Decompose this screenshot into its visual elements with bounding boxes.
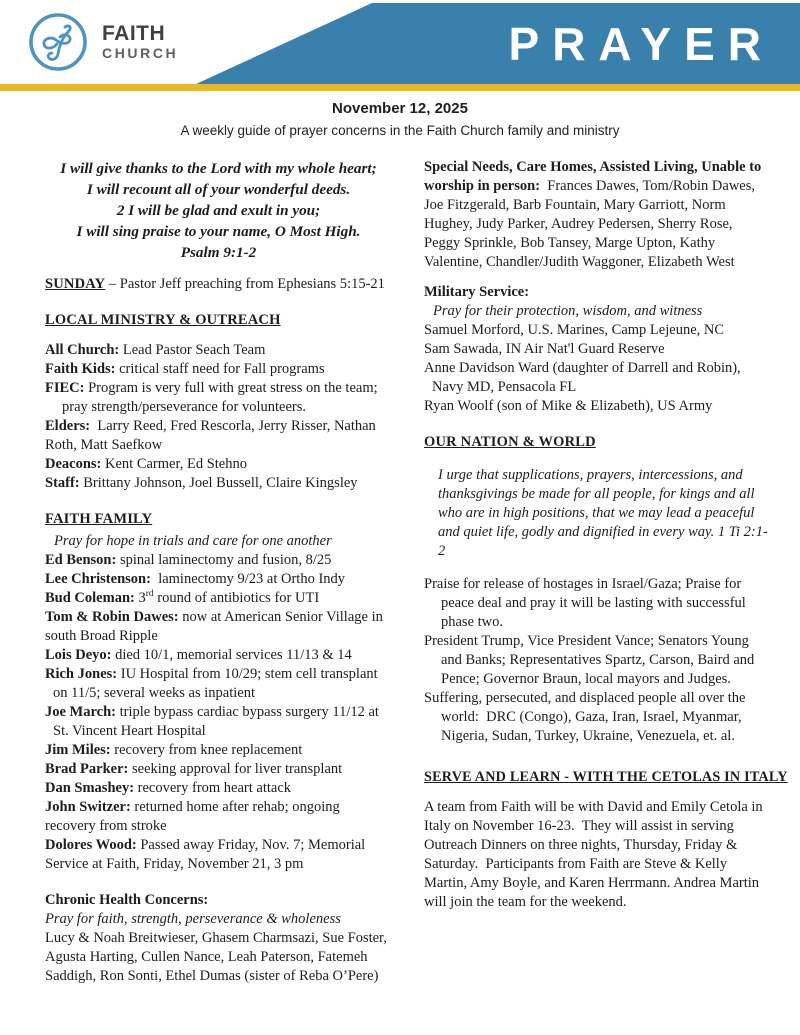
entry-label: Jim Miles:	[45, 742, 111, 758]
entry-text: round of antibiotics for UTI	[153, 590, 320, 606]
entry-text: recovery from heart attack	[134, 780, 292, 796]
faith-family-heading: FAITH FAMILY	[45, 511, 153, 527]
chronic-health-intro: Pray for faith, strength, perseverance & wholeness	[45, 911, 341, 927]
faith-wordmark	[102, 23, 178, 61]
entry-text: Brittany Johnson, Joel Bussell, Claire Kingsley	[79, 475, 358, 491]
entry-label: Lois Deyo:	[45, 647, 112, 663]
ministry-entry	[45, 455, 392, 474]
ministry-entry	[45, 474, 392, 493]
entry-text: recovery from knee replacement	[110, 742, 303, 758]
issue-subtitle: A weekly guide of prayer concerns in the Faith Church family and ministry	[180, 123, 620, 138]
wordmark-faith: FAITH	[102, 22, 166, 45]
nation-world-heading: OUR NATION & WORLD	[424, 434, 596, 450]
military-entry: Anne Davidson Ward (daughter of Darrell and Robin), Navy MD, Pensacola FL	[424, 360, 745, 395]
faith-family-entry	[45, 760, 392, 779]
column-left	[45, 158, 392, 986]
sunday-text: – Pastor Jeff preaching from Ephesians 5:15-21	[105, 276, 385, 292]
psalm-line: I will recount all of your wonderful deeds.	[86, 181, 351, 198]
faith-family-entry	[45, 741, 392, 760]
military-entry: Samuel Morford, U.S. Marines, Camp Lejeune, NC	[424, 322, 725, 338]
entry-text: critical staff need for Fall programs	[115, 361, 325, 377]
special-needs-names: Frances Dawes, Tom/Robin Dawes, Joe Fitzgerald, Barb Fountain, Mary Garriott, Norm Hughey, Judy Parker, Audrey Pedersen, Sherry Rose, Peggy Sprinkle, Bob Tansey, Marge Upton, Kathy Valentine, Chandler/Judith Waggoner, Elizabeth West	[424, 178, 759, 270]
psalm-quote	[45, 158, 392, 263]
entry-label: Deacons:	[45, 456, 102, 472]
entry-label: Faith Kids:	[45, 361, 116, 377]
entry-label: All Church:	[45, 342, 120, 358]
content-columns	[0, 138, 800, 986]
chronic-health-heading: Chronic Health Concerns:	[45, 892, 209, 908]
psalm-line: 2 I will be glad and exult in you;	[116, 202, 321, 219]
chronic-health-names: Lucy & Noah Breitwieser, Ghasem Charmsazi, Sue Foster, Agusta Harting, Cullen Nance, Leah Paterson, Fatemeh Saddigh, Ron Sonti, Ethel Dumas (sister of Reba O’Pere)	[45, 930, 390, 984]
section-faith-family	[45, 510, 392, 874]
entry-label: Dolores Wood:	[45, 837, 137, 853]
entry-text: laminectomy 9/23 at Ortho Indy	[150, 571, 346, 587]
faith-family-entry	[45, 703, 392, 741]
psalm-reference: Psalm 9:1-2	[180, 244, 257, 261]
entry-label: Lee Christenson:	[45, 571, 151, 587]
local-ministry-heading: LOCAL MINISTRY & OUTREACH	[45, 312, 281, 328]
ordinal-suffix: rd	[145, 589, 154, 600]
nation-paragraph: President Trump, Vice President Vance; Senators Young and Banks; Representatives Spartz, Carson, Baird and Pence; Governor Braun, local mayors and Judges.	[424, 633, 758, 687]
ministry-entry	[45, 417, 392, 455]
ministry-entry	[45, 341, 392, 360]
nation-world-verse: I urge that supplications, prayers, intercessions, and thanksgivings be made for all people, for kings and all who are in high positions, that we may lead a peaceful and quiet life, godly and dignified in every way. 1 Ti 2:1-2	[438, 467, 768, 559]
church-logo	[26, 10, 178, 74]
entry-text: Kent Carmer, Ed Stehno	[101, 456, 247, 472]
entry-text: seeking approval for liver transplant	[128, 761, 343, 777]
accent-bar	[0, 84, 800, 91]
faith-family-intro: Pray for hope in trials and care for one another	[54, 533, 332, 549]
faith-family-entry	[45, 798, 392, 836]
military-entry: Sam Sawada, IN Air Nat'l Guard Reserve	[424, 341, 665, 357]
entry-text: Larry Reed, Fred Rescorla, Jerry Risser, Nathan Roth, Matt Saefkow	[45, 418, 380, 453]
header-banner	[0, 0, 800, 84]
faith-church-logo-icon	[26, 10, 90, 74]
section-special-needs	[424, 158, 772, 272]
page-title: PRAYER	[508, 18, 774, 70]
entry-label: Bud Coleman:	[45, 590, 135, 606]
faith-family-entry	[45, 589, 392, 608]
nation-paragraph: Suffering, persecuted, and displaced people all over the world: DRC (Congo), Gaza, Iran, Israel, Myanmar, Nigeria, Sudan, Turkey, Ukraine, Venezuela, et. al.	[424, 690, 750, 744]
entry-text: died 10/1, memorial services 11/13 & 14	[111, 647, 352, 663]
entry-label: FIEC:	[45, 380, 85, 396]
entry-text: returned home after rehab; ongoing recovery from stroke	[45, 799, 344, 834]
entry-label: John Switzer:	[45, 799, 131, 815]
sunday-label: SUNDAY	[45, 276, 106, 292]
faith-family-entry	[45, 551, 392, 570]
entry-label: Brad Parker:	[45, 761, 129, 777]
entry-text: IU Hospital from 10/29; stem cell transplant on 11/5; several weeks as inpatient	[53, 666, 382, 701]
faith-family-entry	[45, 570, 392, 589]
entry-text: triple bypass cardiac bypass surgery 11/12 at St. Vincent Heart Hospital	[53, 704, 383, 739]
entry-label: Rich Jones:	[45, 666, 118, 682]
entry-text: Lead Pastor Seach Team	[119, 342, 266, 358]
sunday-note	[45, 275, 392, 294]
section-local-ministry	[45, 311, 392, 493]
entry-text: now at American Senior Village in south Broad Ripple	[45, 609, 387, 644]
issue-date: November 12, 2025	[332, 100, 468, 117]
wordmark-church: CHURCH	[102, 45, 179, 61]
psalm-line: I will give thanks to the Lord with my whole heart;	[60, 160, 377, 177]
military-service-heading: Military Service:	[424, 284, 530, 300]
entry-label: Elders:	[45, 418, 91, 434]
entry-text: spinal laminectomy and fusion, 8/25	[116, 552, 332, 568]
entry-text: 3	[134, 590, 146, 606]
entry-text: Program is very full with great stress on the team; pray strength/perseverance for volunteers.	[62, 380, 382, 415]
faith-family-entry	[45, 836, 392, 874]
entry-label: Staff:	[45, 475, 80, 491]
faith-family-entry	[45, 608, 392, 646]
section-nation-world	[424, 433, 772, 746]
nation-paragraph: Praise for release of hostages in Israel/Gaza; Praise for peace deal and pray it will be lasting with successful phase two.	[424, 576, 750, 630]
military-service-intro: Pray for their protection, wisdom, and witness	[433, 303, 703, 319]
section-military-service	[424, 283, 772, 416]
serve-learn-heading: SERVE AND LEARN - WITH THE CETOLAS IN ITALY	[424, 769, 788, 785]
psalm-line: I will sing praise to your name, O Most High.	[76, 223, 361, 240]
ministry-entry	[45, 379, 392, 417]
faith-family-entry	[45, 665, 392, 703]
column-right	[424, 158, 788, 986]
ministry-entry	[45, 360, 392, 379]
faith-family-entry	[45, 779, 392, 798]
section-chronic-health	[45, 891, 392, 986]
serve-learn-paragraph: A team from Faith will be with David and Emily Cetola in Italy on November 16-23. They will assist in serving Outreach Dinners on three nights, Thursday, Friday & Saturday. Participants from Faith are Steve & Kelly Martin, Amy Boyle, and Karen Herrmann. Andrea Martin will join the team for the weekend.	[424, 799, 767, 910]
entry-label: Joe March:	[45, 704, 116, 720]
entry-label: Tom & Robin Dawes:	[45, 609, 179, 625]
faith-family-entry	[45, 646, 392, 665]
military-entry: Ryan Woolf (son of Mike & Elizabeth), US Army	[424, 398, 713, 414]
entry-label: Ed Benson:	[45, 552, 117, 568]
entry-text: Passed away Friday, Nov. 7; Memorial Service at Faith, Friday, November 21, 3 pm	[45, 837, 369, 872]
special-needs-label: Special Needs, Care Homes, Assisted Living, Unable to worship in person:	[424, 159, 765, 194]
entry-label: Dan Smashey:	[45, 780, 135, 796]
section-serve-learn-italy	[424, 768, 788, 912]
